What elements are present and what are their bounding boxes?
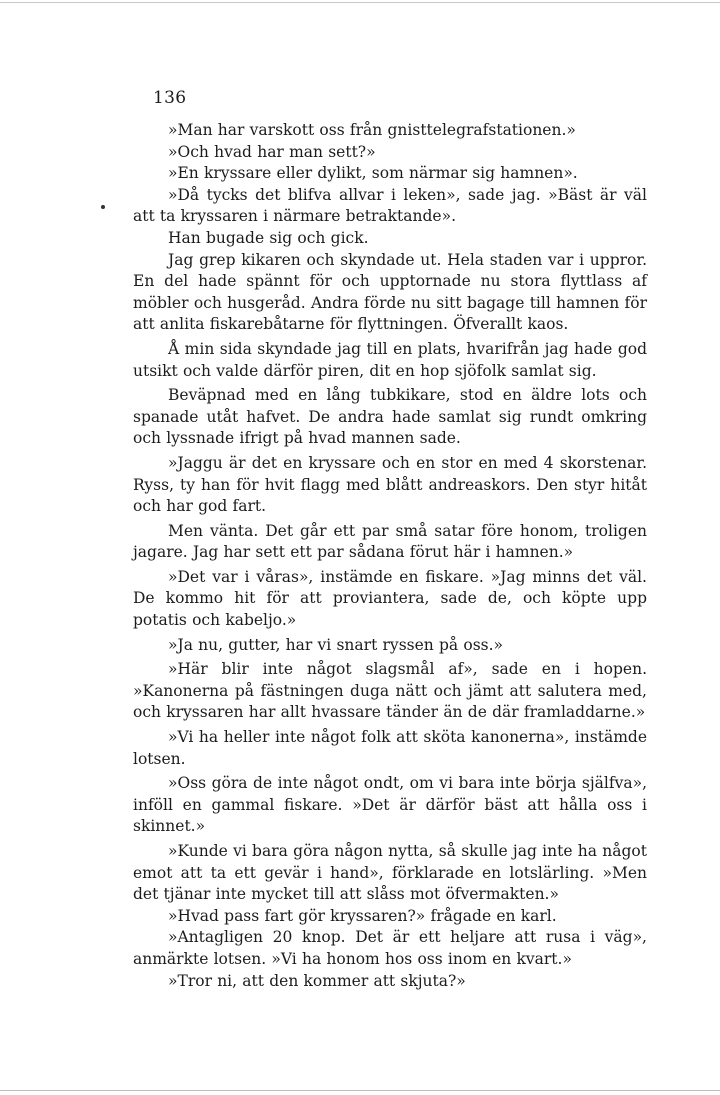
paragraph: »Man har varskott oss från gnisttelegrafstationen.» [168,121,576,139]
paragraph: Jag grep kikaren och skyndade ut. Hela staden var i uppror. En del hade spännt för och upptornade nu stora flyttlass af möbler och husgeråd. Andra förde nu sitt bagage till hamnen för att anlita fiskarebåtarne för flyttningen. Öfverallt kaos. [133,250,647,334]
paragraph: »Jaggu är det en kryssare och en stor en med 4 skorstenar. Ryss, ty han för hvit flagg med blått andreaskors. Den styr hitåt och har god fart. [133,453,647,516]
paragraph: »Det var i våras», instämde en fiskare. »Jag minns det väl. De kommo hit för att proviantera, sade de, och köpte upp potatis och kabeljo.» [133,567,647,630]
paragraph: »Kunde vi bara göra någon nytta, så skulle jag inte ha något emot att ta ett gevär i hand», förklarade en lotslärling. »Men det tjänar inte mycket till att slåss mot öfvermakten.» [133,842,647,904]
paragraph: »Antagligen 20 knop. Det är ett heljare att rusa i väg», anmärkte lotsen. »Vi ha honom hos oss inom en kvart.» [133,928,647,968]
paragraph: »En kryssare eller dylikt, som närmar sig hamnen». [168,164,578,183]
page-bottom-edge [0,1090,720,1091]
paragraph: »Här blir inte något slagsmål af», sade en i hopen. »Kanonerna på fästningen duga nätt och jämt att salutera med, och kryssaren har allt hvassare tänder än de där framladdarne.» [133,660,647,722]
body-text [133,120,647,992]
paragraph: »Tror ni, att den kommer att skjuta?» [168,971,466,990]
paragraph: »Oss göra de inte något ondt, om vi bara inte börja själfva», inföll en gammal fiskare. »Det är därför bäst att hålla oss i skinnet.» [133,774,647,836]
page-number: 136 [153,88,187,108]
paragraph: »Ja nu, gutter, har vi snart ryssen på oss.» [168,635,504,654]
paragraph: »Då tycks det blifva allvar i leken», sade jag. »Bäst är väl att ta kryssaren i närmare betraktande». [133,185,647,226]
paragraph: »Och hvad har man sett?» [168,142,376,161]
margin-dot [101,205,105,209]
paragraph: Men vänta. Det går ett par små satar före honom, troligen jagare. Jag har sett ett par sådana förut här i hamnen.» [133,521,647,562]
paragraph: Å min sida skyndade jag till en plats, hvarifrån jag hade god utsikt och valde därför piren, dit en hop sjöfolk samlat sig. [133,339,647,380]
paragraph: »Hvad pass fart gör kryssaren?» frågade en karl. [168,906,557,925]
paragraph: »Vi ha heller inte något folk att sköta kanonerna», instämde lotsen. [133,728,647,768]
paragraph: Han bugade sig och gick. [168,228,369,247]
paragraph: Beväpnad med en lång tubkikare, stod en äldre lots och spanade utåt hafvet. De andra hade samlat sig rundt omkring och lyssnade ifrigt på hvad mannen sade. [133,386,647,448]
page-top-edge [0,2,720,3]
